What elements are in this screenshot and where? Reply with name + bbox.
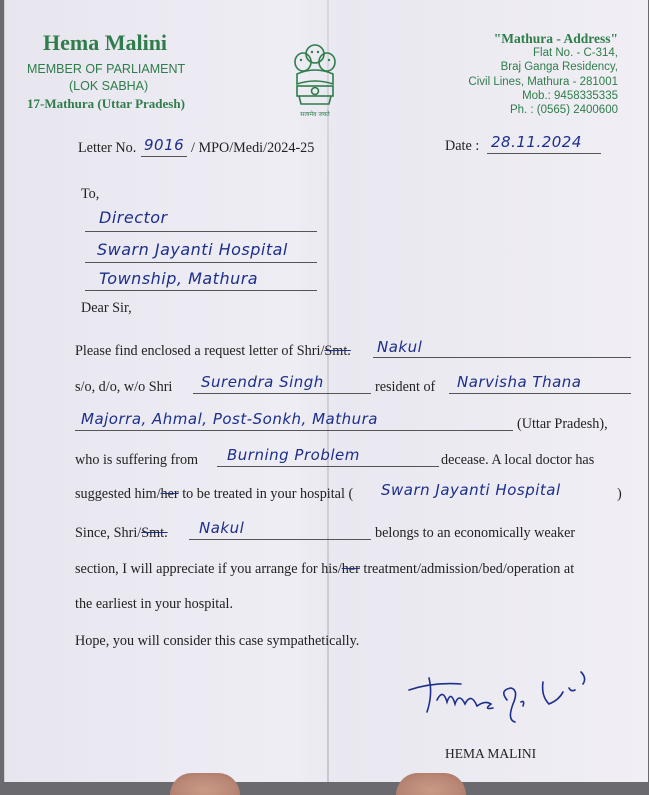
address-part2: Majorra, Ahmal, Post-Sonkh, Mathura <box>81 410 378 428</box>
body-line7-text: section, I will appreciate if you arrange for his/her treatment/admission/bed/operation at <box>75 561 575 577</box>
decease-label: decease. A local doctor has <box>441 452 595 468</box>
recipient-line1: Director <box>99 208 168 227</box>
salutation: Dear Sir, <box>81 300 132 316</box>
address-heading: "Mathura - Address" <box>493 31 618 46</box>
closing-line: Hope, you will consider this case sympathetically. <box>75 633 360 649</box>
body-line6-text: Since, Shri/Smt. <box>75 525 168 541</box>
mp-constituency: 17-Mathura (Uttar Pradesh) <box>27 96 185 111</box>
address-line1: Flat No. - C-314, <box>533 47 618 60</box>
emblem-motto: सत्यमेव जयते <box>300 111 330 118</box>
state-label: (Uttar Pradesh), <box>517 416 608 432</box>
letter-no-label: Letter No. <box>78 140 137 156</box>
recipient-line3: Township, Mathura <box>99 269 259 288</box>
letter-no-suffix: / MPO/Medi/2024-25 <box>191 140 315 156</box>
mp-house: (LOK SABHA) <box>69 79 149 93</box>
signature-scribble-icon <box>403 660 599 730</box>
letter-paper <box>4 0 648 782</box>
patient-name: Nakul <box>377 338 423 356</box>
letter-no-value: 9016 <box>144 136 185 154</box>
address-part1: Narvisha Thana <box>457 373 582 391</box>
body-line5-text: suggested him/her to be treated in your hospital ( <box>75 486 354 502</box>
thumb-right <box>396 773 466 795</box>
address-phone: Ph. : (0565) 2400600 <box>509 104 618 117</box>
body-line2-text: s/o, d/o, w/o Shri <box>75 379 173 395</box>
signatory-name: HEMA MALINI <box>445 746 537 761</box>
resident-of-label: resident of <box>375 379 436 395</box>
mp-name: Hema Malini <box>43 30 168 55</box>
father-name: Surendra Singh <box>201 373 324 391</box>
recipient-line2: Swarn Jayanti Hospital <box>97 240 288 259</box>
date-value: 28.11.2024 <box>491 133 582 151</box>
address-mobile: Mob.: 9458335335 <box>522 89 618 102</box>
to-label: To, <box>81 186 100 202</box>
address-line3: Civil Lines, Mathura - 281001 <box>468 75 618 88</box>
hospital-name: Swarn Jayanti Hospital <box>381 481 561 499</box>
body-line1-text: Please find enclosed a request letter of Shri/Smt. <box>75 343 351 359</box>
weaker-section-text: belongs to an economically weaker <box>375 525 576 541</box>
date-label: Date : <box>445 138 480 154</box>
suffering-from-label: who is suffering from <box>75 452 199 468</box>
address-line2: Braj Ganga Residency, <box>500 61 618 74</box>
paren-close: ) <box>617 486 622 502</box>
thumb-left <box>170 773 240 795</box>
body-line8-text: the earliest in your hospital. <box>75 596 233 612</box>
patient-name-2: Nakul <box>199 519 245 537</box>
address-block <box>468 32 618 117</box>
national-emblem-icon <box>291 40 339 122</box>
disease-name: Burning Problem <box>227 446 360 464</box>
mp-title: MEMBER OF PARLIAMENT <box>27 62 186 76</box>
